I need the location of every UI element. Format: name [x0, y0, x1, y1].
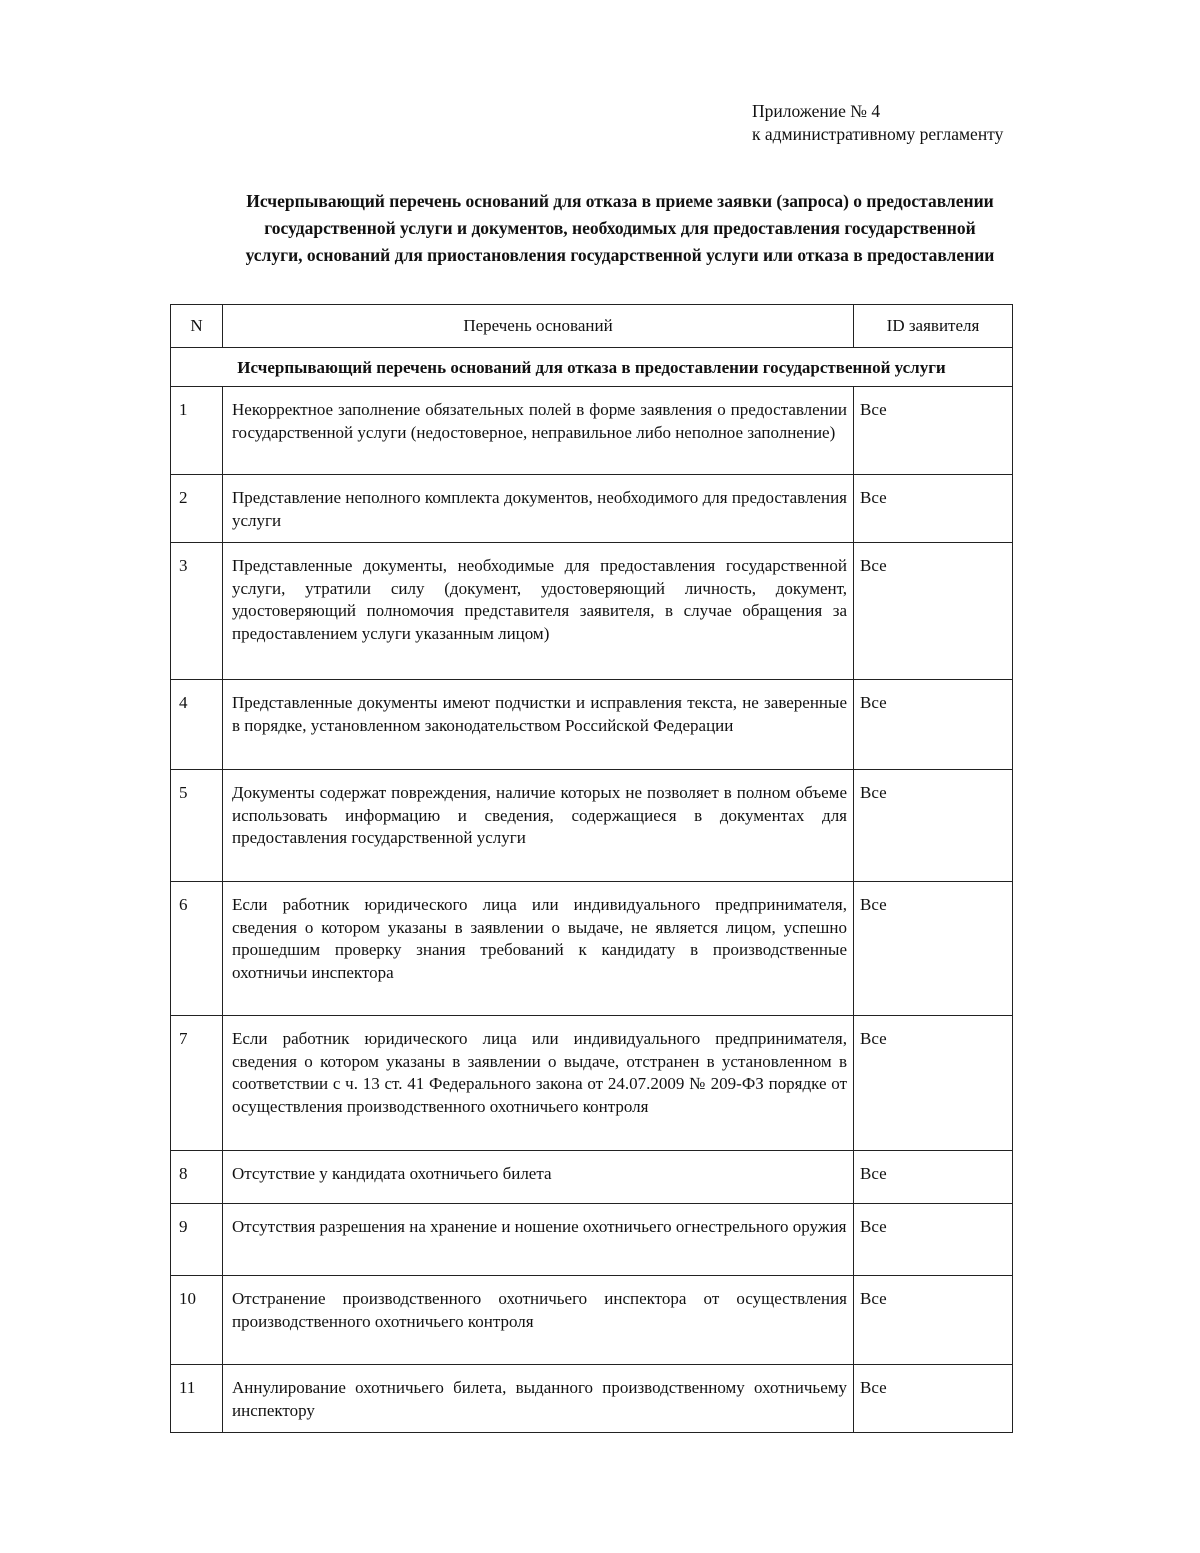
appendix-note — [752, 100, 1003, 146]
row-number: 8 — [171, 1151, 223, 1204]
appendix-number: Приложение № 4 — [752, 101, 881, 121]
table-row — [171, 1016, 1013, 1151]
row-applicant-id: Все — [854, 543, 1013, 680]
section-title: Исчерпывающий перечень оснований для отказа в предоставлении государственной услуги — [171, 348, 1013, 387]
grounds-table — [170, 304, 1013, 1433]
row-applicant-id: Все — [854, 770, 1013, 882]
row-grounds-text: Документы содержат повреждения, наличие которых не позволяет в полном объеме использовать информацию и сведения, содержащиеся в документах для предоставления государственной услуги — [223, 770, 854, 882]
row-applicant-id: Все — [854, 680, 1013, 770]
row-grounds-text: Отсутствие у кандидата охотничьего билета — [223, 1151, 854, 1204]
row-number: 3 — [171, 543, 223, 680]
document-title-line-2: государственной услуги и документов, необходимых для предоставления государственной — [264, 218, 976, 238]
row-grounds-text: Если работник юридического лица или индивидуального предпринимателя, сведения о котором указаны в заявлении о выдаче, не является лицом, успешно прошедшим проверку знания требований к кандидату в производственные охотничьи инспектора — [223, 882, 854, 1016]
row-number: 2 — [171, 475, 223, 543]
table-row — [171, 770, 1013, 882]
appendix-reference: к административному регламенту — [752, 124, 1004, 144]
row-grounds-text: Отсутствия разрешения на хранение и ношение охотничьего огнестрельного оружия — [223, 1204, 854, 1276]
section-header-row — [171, 348, 1013, 387]
row-grounds-text: Отстранение производственного охотничьего инспектора от осуществления производственного охотничьего контроля — [223, 1276, 854, 1365]
document-title — [150, 188, 1090, 269]
row-grounds-text: Если работник юридического лица или индивидуального предпринимателя, сведения о котором указаны в заявлении о выдаче, отстранен в установленном в соответствии с ч. 13 ст. 41 Федерального закона от 24.07.2009 № 209-ФЗ порядке от осуществления производственного охотничьего контроля — [223, 1016, 854, 1151]
table-row — [171, 882, 1013, 1016]
table-row — [171, 387, 1013, 475]
row-number: 11 — [171, 1365, 223, 1433]
column-header-number: N — [171, 305, 223, 348]
table-header-row — [171, 305, 1013, 348]
row-number: 5 — [171, 770, 223, 882]
row-grounds-text: Представление неполного комплекта документов, необходимого для предоставления услуги — [223, 475, 854, 543]
column-header-grounds: Перечень оснований — [223, 305, 854, 348]
row-grounds-text: Представленные документы имеют подчистки и исправления текста, не заверенные в порядке, установленном законодательством Российской Федерации — [223, 680, 854, 770]
row-applicant-id: Все — [854, 1365, 1013, 1433]
table-row — [171, 680, 1013, 770]
row-applicant-id: Все — [854, 1276, 1013, 1365]
row-applicant-id: Все — [854, 882, 1013, 1016]
table-row — [171, 1204, 1013, 1276]
row-number: 10 — [171, 1276, 223, 1365]
row-number: 6 — [171, 882, 223, 1016]
table-row — [171, 543, 1013, 680]
row-number: 9 — [171, 1204, 223, 1276]
row-number: 4 — [171, 680, 223, 770]
table-row — [171, 475, 1013, 543]
row-number: 1 — [171, 387, 223, 475]
table-row — [171, 1365, 1013, 1433]
row-grounds-text: Аннулирование охотничьего билета, выданного производственному охотничьему инспектору — [223, 1365, 854, 1433]
row-grounds-text: Представленные документы, необходимые для предоставления государственной услуги, утратили силу (документ, удостоверяющий личность, документ, удостоверяющий полномочия представителя заявителя, в случае обращения за предоставлением услуги указанным лицом) — [223, 543, 854, 680]
table-row — [171, 1151, 1013, 1204]
row-applicant-id: Все — [854, 475, 1013, 543]
document-title-line-1: Исчерпывающий перечень оснований для отказа в приеме заявки (запроса) о предоставлении — [246, 191, 994, 211]
table-row — [171, 1276, 1013, 1365]
row-applicant-id: Все — [854, 1204, 1013, 1276]
row-applicant-id: Все — [854, 387, 1013, 475]
document-title-line-3: услуги, оснований для приостановления государственной услуги или отказа в предоставлении — [245, 245, 995, 265]
row-grounds-text: Некорректное заполнение обязательных полей в форме заявления о предоставлении государственной услуги (недостоверное, неправильное либо неполное заполнение) — [223, 387, 854, 475]
column-header-applicant-id: ID заявителя — [854, 305, 1013, 348]
row-applicant-id: Все — [854, 1151, 1013, 1204]
row-applicant-id: Все — [854, 1016, 1013, 1151]
row-number: 7 — [171, 1016, 223, 1151]
